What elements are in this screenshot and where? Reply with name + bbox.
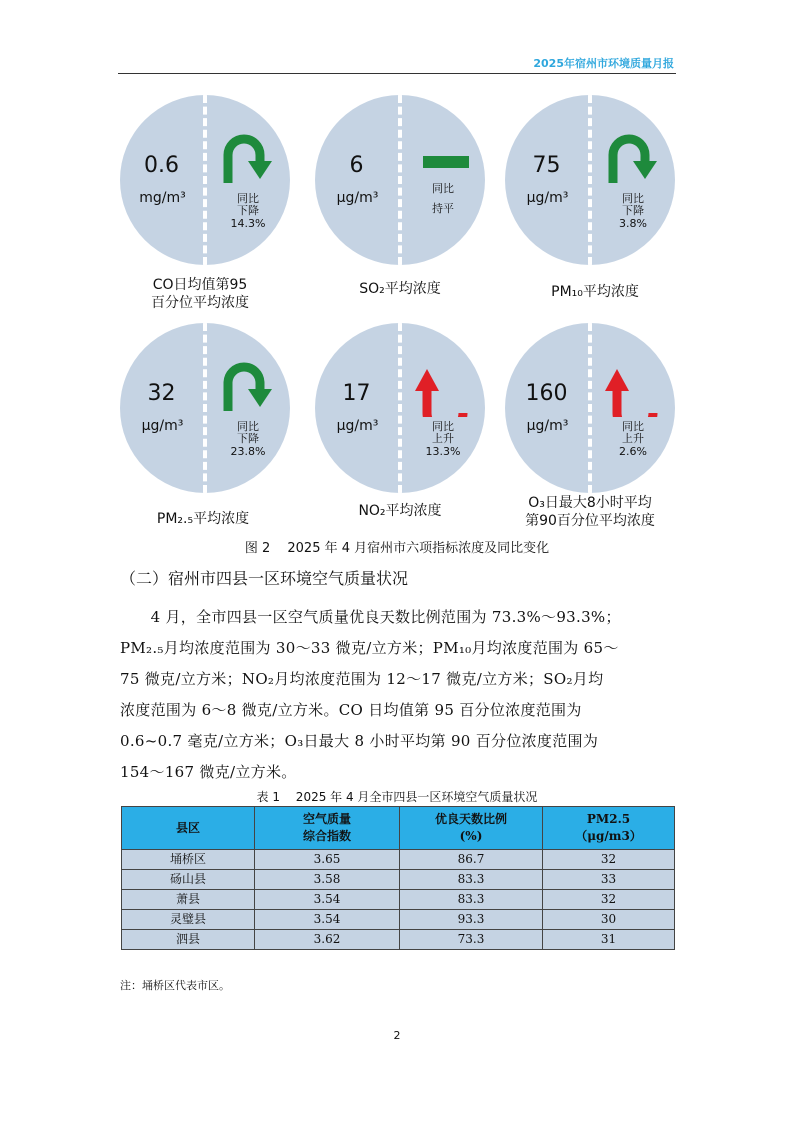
paragraph-line: 4 月，全市四县一区空气质量优良天数比例范围为 73.3%～93.3%；	[120, 608, 621, 626]
table-cell: 73.3	[400, 930, 543, 950]
trend-flat-icon	[423, 156, 469, 168]
gauge-unit: μg/m³	[141, 418, 184, 434]
gauge-unit: μg/m³	[526, 418, 569, 434]
gauge-no2	[315, 323, 485, 493]
gauge-value: 6	[349, 153, 364, 178]
gauge-divider	[203, 95, 207, 265]
gauge-so2	[315, 95, 485, 265]
trend-up-icon	[415, 361, 471, 417]
table-cell: 萧县	[122, 890, 255, 910]
gauge-value: 0.6	[144, 153, 179, 178]
gauge-change-label: 同比 上升	[432, 420, 454, 445]
gauge-caption-pm25: PM₂.₅平均浓度	[156, 511, 250, 527]
trend-down-icon	[220, 133, 276, 189]
gauge-change-percent: 3.8%	[619, 217, 647, 230]
gauge-caption-no2: NO₂平均浓度	[358, 503, 442, 519]
gauge-divider	[203, 323, 207, 493]
table-cell: 30	[543, 910, 675, 930]
figure-caption: 图 2 2025 年 4 月宿州市六项指标浓度及同比变化	[244, 541, 550, 556]
table-row	[122, 850, 675, 870]
trend-up-icon	[605, 361, 661, 417]
gauge-caption-so2: SO₂平均浓度	[359, 281, 441, 297]
table-caption: 表 1 2025 年 4 月全市四县一区环境空气质量状况	[256, 790, 538, 804]
column-header-index: 空气质量 综合指数	[255, 807, 400, 850]
gauge-caption-o3: O₃日最大8小时平均 第90百分位平均浓度	[525, 495, 655, 529]
gauge-value: 75	[532, 153, 561, 178]
gauge-pm25	[120, 323, 290, 493]
table-cell: 33	[543, 870, 675, 890]
table-row	[122, 910, 675, 930]
table-cell: 83.3	[400, 890, 543, 910]
gauge-value: 17	[342, 381, 371, 406]
table-cell: 3.65	[255, 850, 400, 870]
paragraph-line: PM₂.₅月均浓度范围为 30～33 微克/立方米；PM₁₀月均浓度范围为 65～	[120, 639, 619, 657]
gauge-change-label: 同比 持平	[432, 182, 454, 215]
table-cell: 31	[543, 930, 675, 950]
table-row	[122, 870, 675, 890]
gauge-pm10	[505, 95, 675, 265]
table-cell: 灵璧县	[122, 910, 255, 930]
table-cell: 32	[543, 850, 675, 870]
paragraph-line: 浓度范围为 6～8 微克/立方米。CO 日均值第 95 百分位浓度范围为	[120, 701, 582, 719]
gauge-caption-pm10: PM₁₀平均浓度	[551, 284, 639, 300]
page-number: 2	[393, 1029, 401, 1042]
report-title: 2025年宿州市环境质量月报	[533, 57, 674, 70]
gauge-value: 32	[147, 381, 176, 406]
table-row	[122, 890, 675, 910]
table-cell: 32	[543, 890, 675, 910]
table-cell: 泗县	[122, 930, 255, 950]
trend-down-icon	[220, 361, 276, 417]
body-paragraph	[120, 602, 675, 788]
gauge-unit: μg/m³	[526, 190, 569, 206]
gauge-change-percent: 13.3%	[425, 445, 461, 458]
gauge-divider	[588, 323, 592, 493]
gauge-unit: μg/m³	[336, 190, 379, 206]
section-heading: （二）宿州市四县一区环境空气质量状况	[120, 569, 409, 588]
gauge-change-label: 同比 上升	[622, 420, 644, 445]
table-cell: 砀山县	[122, 870, 255, 890]
table-cell: 83.3	[400, 870, 543, 890]
table-cell: 3.54	[255, 890, 400, 910]
gauge-value: 160	[525, 381, 568, 406]
gauge-caption-co: CO日均值第95 百分位平均浓度	[151, 277, 249, 311]
table-cell: 3.58	[255, 870, 400, 890]
gauge-divider	[588, 95, 592, 265]
table-cell: 86.7	[400, 850, 543, 870]
table-cell: 93.3	[400, 910, 543, 930]
header-rule	[118, 73, 676, 74]
column-header-good-days: 优良天数比例 (%)	[400, 807, 543, 850]
table-row	[122, 930, 675, 950]
air-quality-table	[121, 806, 675, 950]
gauge-change-percent: 23.8%	[230, 445, 266, 458]
gauge-unit: μg/m³	[336, 418, 379, 434]
table-cell: 埇桥区	[122, 850, 255, 870]
table-header-row	[122, 807, 675, 850]
gauge-divider	[398, 323, 402, 493]
gauge-change-percent: 2.6%	[619, 445, 647, 458]
table-cell: 3.62	[255, 930, 400, 950]
column-header-county: 县区	[122, 807, 255, 850]
gauge-change-percent: 14.3%	[230, 217, 266, 230]
gauge-change-label: 同比 下降	[237, 192, 259, 217]
paragraph-line: 0.6~0.7 毫克/立方米；O₃日最大 8 小时平均第 90 百分位浓度范围为	[120, 732, 599, 750]
table-cell: 3.54	[255, 910, 400, 930]
trend-down-icon	[605, 133, 661, 189]
gauge-change-label: 同比 下降	[237, 420, 259, 445]
gauge-divider	[398, 95, 402, 265]
column-header-pm25: PM2.5 （μg/m3）	[543, 807, 675, 850]
gauge-o3	[505, 323, 675, 493]
paragraph-line: 154～167 微克/立方米。	[120, 763, 297, 781]
gauge-change-label: 同比 下降	[622, 192, 644, 217]
table-note: 注：埇桥区代表市区。	[120, 979, 230, 992]
gauge-co	[120, 95, 290, 265]
paragraph-line: 75 微克/立方米；NO₂月均浓度范围为 12～17 微克/立方米；SO₂月均	[120, 670, 604, 688]
gauge-unit: mg/m³	[139, 190, 186, 206]
